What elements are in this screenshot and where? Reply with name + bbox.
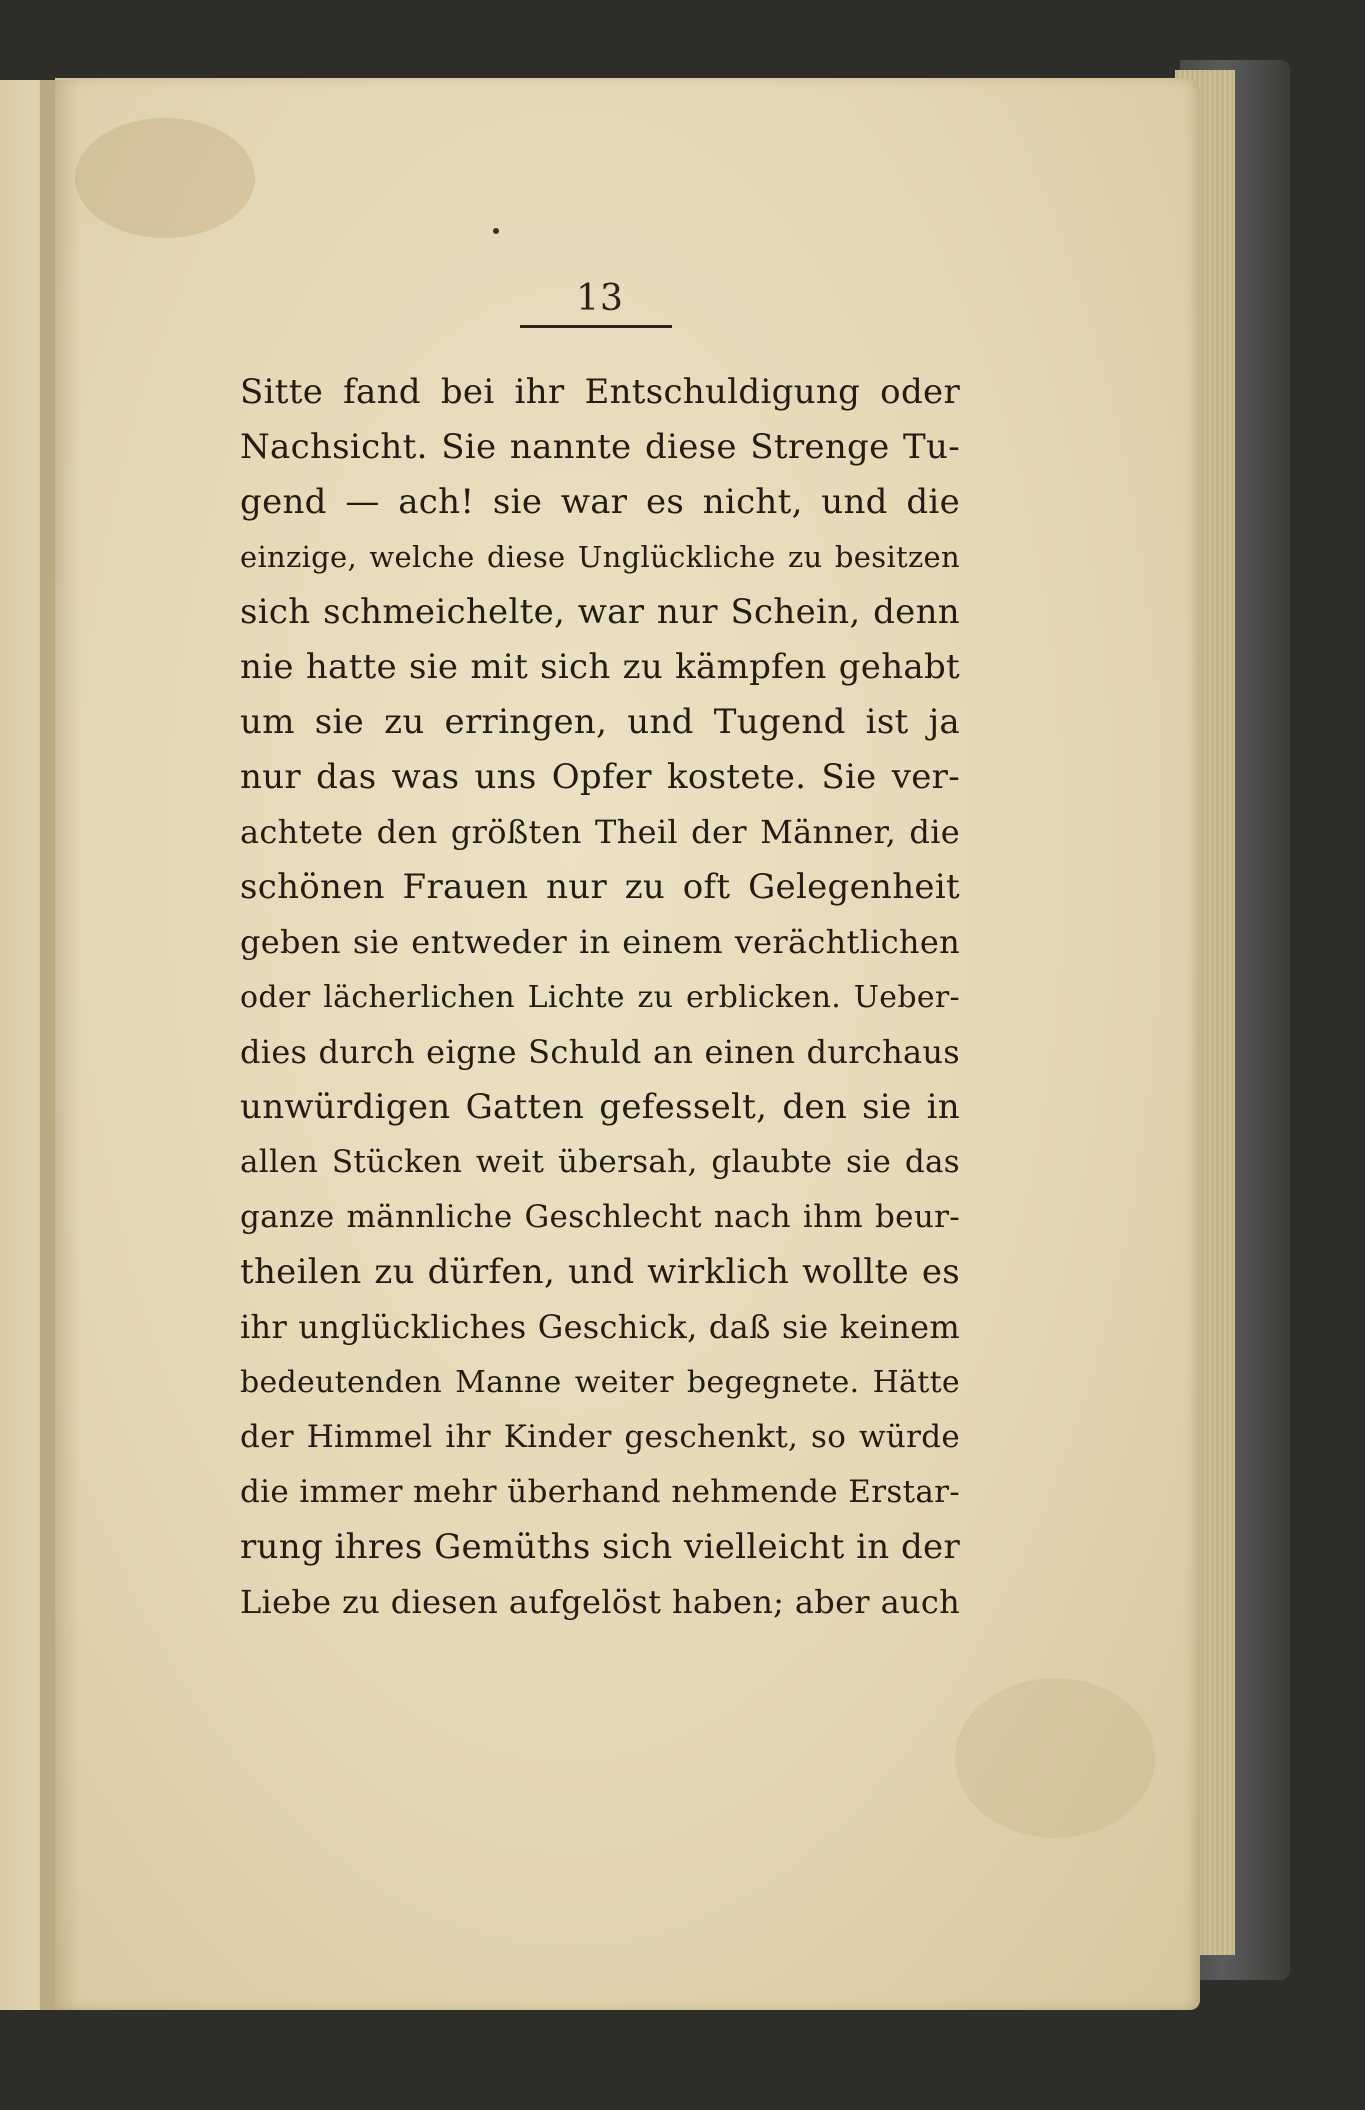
text-line: nie hatte sie mit sich zu kämpfen gehabt [240, 647, 960, 687]
text-line: bedeutenden Manne weiter begegnete. Hätte [240, 1365, 960, 1400]
text-line: achtete den größten Theil der Männer, die [240, 813, 960, 851]
text-line: geben sie entweder in einem verächtlichen [240, 923, 960, 961]
text-line: nur das was uns Opfer kostete. Sie ver- [240, 757, 960, 797]
ink-speck [493, 228, 499, 234]
text-line: sich schmeichelte, war nur Schein, denn [240, 592, 960, 632]
text-line: rung ihres Gemüths sich vielleicht in der [240, 1527, 960, 1567]
text-line: um sie zu erringen, und Tugend ist ja [240, 702, 960, 742]
page-number: 13 [576, 278, 624, 319]
text-line: schönen Frauen nur zu oft Gelegenheit [240, 867, 960, 907]
text-line: die immer mehr überhand nehmende Erstar- [240, 1474, 960, 1510]
text-line: dies durch eigne Schuld an einen durchaus [240, 1033, 960, 1071]
text-line: Nachsicht. Sie nannte diese Strenge Tu- [240, 427, 960, 467]
paper-stain [955, 1678, 1155, 1838]
text-line: ganze männliche Geschlecht nach ihm beur- [240, 1199, 960, 1235]
paper-stain [75, 118, 255, 238]
text-line: allen Stücken weit übersah, glaubte sie das [240, 1144, 960, 1180]
text-line: Sitte fand bei ihr Entschuldigung oder [240, 372, 960, 412]
page-number-rule [520, 325, 672, 328]
text-line: theilen zu dürfen, und wirklich wollte es [240, 1252, 960, 1292]
page-gutter-shadow [40, 80, 80, 2010]
body-text [240, 365, 960, 1630]
text-line: oder lächerlichen Lichte zu erblicken. Ueber- [240, 980, 960, 1015]
text-line: gend — ach! sie war es nicht, und die [240, 482, 960, 522]
text-line: der Himmel ihr Kinder geschenkt, so würde [240, 1419, 960, 1455]
text-line: ihr unglückliches Geschick, daß sie keinem [240, 1308, 960, 1346]
text-line: unwürdigen Gatten gefesselt, den sie in [240, 1087, 960, 1127]
text-line: Liebe zu diesen aufgelöst haben; aber auch [240, 1583, 960, 1621]
text-line: einzige, welche diese Unglückliche zu besitzen [240, 540, 960, 574]
